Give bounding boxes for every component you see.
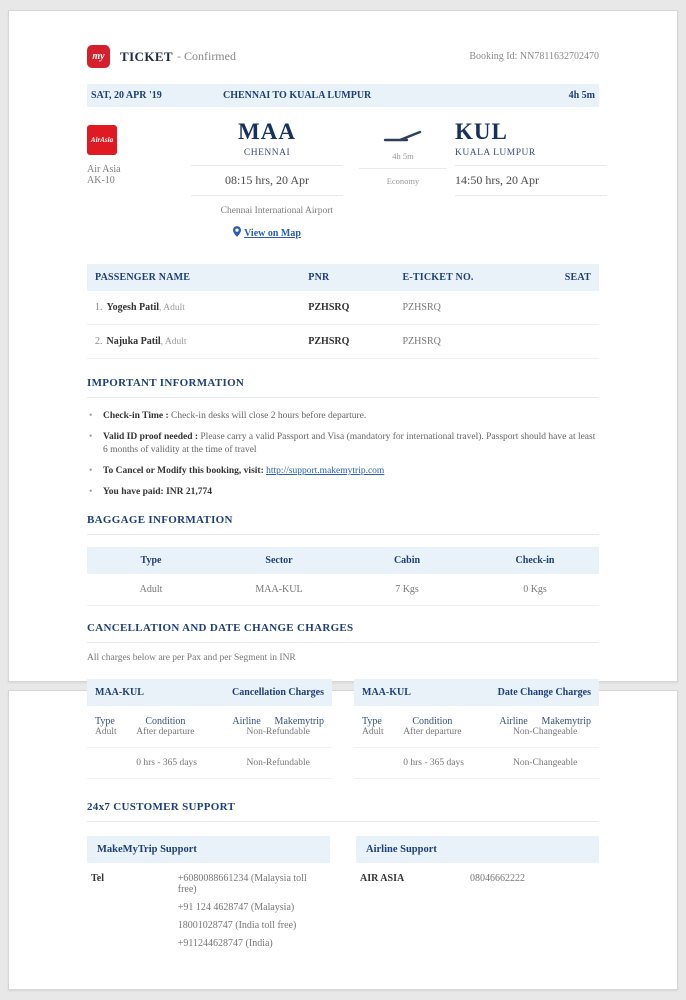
departure-city: CHENNAI [243, 148, 291, 158]
ticket-header [87, 45, 599, 68]
col-checkin: Check-in [515, 554, 555, 566]
baggage-information-section [87, 514, 599, 606]
flight-middle-block [351, 119, 455, 240]
charges-row [354, 717, 599, 748]
arrival-time: 14:50 hrs, 20 Apr [455, 173, 539, 187]
bullet-lead: Valid ID proof needed : [103, 431, 199, 442]
phone-number: +911244628747 (India) [177, 938, 273, 949]
tel-label: Tel [91, 873, 104, 884]
col-pnr: PNR [308, 271, 330, 283]
passenger-pnr: PZHSRQ [308, 301, 350, 313]
bullet-lead: Check-in Time : [103, 410, 169, 421]
ticket-title: TICKET [120, 48, 173, 64]
important-information-title: IMPORTANT INFORMATION [87, 377, 599, 398]
cabin-class: Economy [386, 176, 420, 186]
charge-condition: 0 hrs - 365 days [136, 758, 197, 768]
info-bullet [87, 465, 599, 479]
passenger-name: Yogesh Patil [106, 301, 159, 313]
charges-row [354, 748, 599, 779]
customer-support-section [87, 801, 599, 966]
charge-value: Non-Changeable [513, 758, 578, 768]
date-change-charges-label: Date Change Charges [497, 686, 591, 698]
passenger-type: , Adult [159, 302, 185, 313]
charge-type: Adult [95, 727, 117, 737]
baggage-cabin: 7 Kgs [395, 583, 419, 595]
baggage-checkin: 0 Kgs [523, 583, 547, 595]
charges-row [87, 748, 332, 779]
bullet-lead: To Cancel or Modify this booking, visit: [103, 466, 264, 477]
departure-time: 08:15 hrs, 20 Apr [225, 173, 309, 187]
info-bullet [87, 431, 599, 459]
col-cabin: Cabin [393, 554, 421, 566]
baggage-information-title: BAGGAGE INFORMATION [87, 514, 599, 535]
cancellation-charges-label: Cancellation Charges [232, 686, 324, 698]
departure-airport-code: MAA [238, 119, 296, 144]
makemytrip-support-box [87, 836, 330, 966]
ticket-status: - Confirmed [176, 49, 236, 63]
airline-support-box [356, 836, 599, 966]
charge-type [95, 758, 136, 768]
airline-support-heading: Airline Support [356, 836, 599, 863]
passenger-index: 1. [95, 301, 103, 313]
flight-number: AK-10 [87, 175, 115, 186]
charge-type: Adult [362, 727, 384, 737]
passenger-seat [517, 336, 591, 347]
charge-condition: After departure [403, 727, 462, 737]
col-airline: Airline [499, 715, 528, 727]
airline-support-name: AIR ASIA [360, 873, 405, 884]
trip-summary-bar [87, 84, 599, 107]
airasia-logo-icon: AirAsia [87, 125, 117, 155]
phone-numbers [178, 873, 326, 956]
flight-duration: 4h 5m [392, 151, 414, 161]
col-type: Type [95, 715, 115, 727]
important-information-section [87, 377, 599, 500]
departure-block [183, 119, 351, 240]
airline-support-number: 08046662222 [470, 873, 525, 884]
airplane-icon [382, 130, 424, 147]
col-sector: Sector [265, 554, 293, 566]
makemytrip-logo-icon: my [87, 45, 110, 68]
support-site-link[interactable]: http://support.makemytrip.com [266, 466, 385, 477]
sector-label: MAA-KUL [95, 686, 144, 698]
phone-number: 18001028747 (India toll free) [177, 920, 297, 931]
date-change-charges-rows [354, 717, 599, 779]
cancellation-charges-rows [87, 717, 332, 779]
baggage-type: Adult [139, 583, 163, 595]
view-on-map[interactable] [183, 226, 351, 240]
passenger-name: Najuka Patil [106, 335, 161, 347]
charge-value: Non-Refundable [246, 758, 310, 768]
ticket-page-1 [8, 10, 678, 727]
passenger-eticket: PZHSRQ [402, 335, 441, 347]
bullet-text: Please carry a valid Passport and Visa (mandatory for international travel). Passport should have at least 6 months of validity at the time of travel [103, 431, 596, 456]
charge-type [362, 758, 403, 768]
passenger-index: 2. [95, 335, 103, 347]
arrival-city: KUALA LUMPUR [455, 148, 536, 158]
passenger-seat [517, 302, 591, 313]
bullet-text: Check-in desks will close 2 hours before departure. [171, 410, 367, 421]
phone-number: +6080088661234 (Malaysia toll free) [177, 873, 307, 895]
customer-support-title: 24x7 CUSTOMER SUPPORT [87, 801, 599, 822]
trip-route: CHENNAI TO KUALA LUMPUR [223, 90, 372, 101]
passenger-type: , Adult [160, 336, 187, 347]
col-passenger-name: PASSENGER NAME [95, 271, 191, 283]
ticket-page-2 [8, 690, 678, 990]
passenger-pnr: PZHSRQ [308, 335, 350, 347]
flight-details [87, 119, 599, 240]
arrival-airport-code: KUL [455, 119, 508, 144]
amount-paid: You have paid: INR 21,774 [103, 486, 213, 497]
col-type: Type [140, 554, 162, 566]
trip-duration: 4h 5m [568, 90, 595, 101]
sector-label: MAA-KUL [362, 686, 411, 698]
info-bullet [87, 410, 599, 424]
col-makemytrip: Makemytrip [274, 715, 324, 727]
col-type: Type [362, 715, 382, 727]
booking-id: Booking Id: NN7811632702470 [469, 51, 599, 62]
col-eticket: E-TICKET NO. [402, 271, 474, 283]
makemytrip-support-heading: MakeMyTrip Support [87, 836, 330, 863]
col-airline: Airline [232, 715, 261, 727]
airline-name: Air Asia [87, 164, 121, 175]
col-seat: SEAT [564, 271, 591, 283]
passenger-table-header [87, 264, 599, 291]
col-makemytrip: Makemytrip [541, 715, 591, 727]
charge-value: Non-Refundable [246, 727, 310, 737]
map-pin-icon [233, 226, 241, 240]
passenger-row [87, 291, 599, 325]
passenger-table [87, 264, 599, 359]
departure-airport-name: Chennai International Airport [220, 206, 333, 216]
trip-date: SAT, 20 APR '19 [91, 90, 162, 101]
passenger-eticket: PZHSRQ [402, 301, 441, 313]
charge-condition: 0 hrs - 365 days [403, 758, 464, 768]
baggage-table-header [87, 547, 599, 574]
baggage-sector: MAA-KUL [255, 583, 303, 595]
baggage-table [87, 547, 599, 606]
view-on-map-link[interactable]: View on Map [244, 227, 301, 239]
info-bullet [87, 486, 599, 500]
charge-condition: After departure [136, 727, 195, 737]
phone-number: +91 124 4628747 (Malaysia) [177, 902, 295, 913]
col-condition: Condition [412, 715, 453, 727]
charges-title: CANCELLATION AND DATE CHANGE CHARGES [87, 622, 599, 643]
arrival-block [455, 119, 615, 240]
charges-row [87, 717, 332, 748]
baggage-row [87, 574, 599, 606]
charges-note: All charges below are per Pax and per Segment in INR [87, 652, 296, 663]
passenger-row [87, 325, 599, 359]
col-condition: Condition [145, 715, 186, 727]
charge-value: Non-Changeable [513, 727, 578, 737]
